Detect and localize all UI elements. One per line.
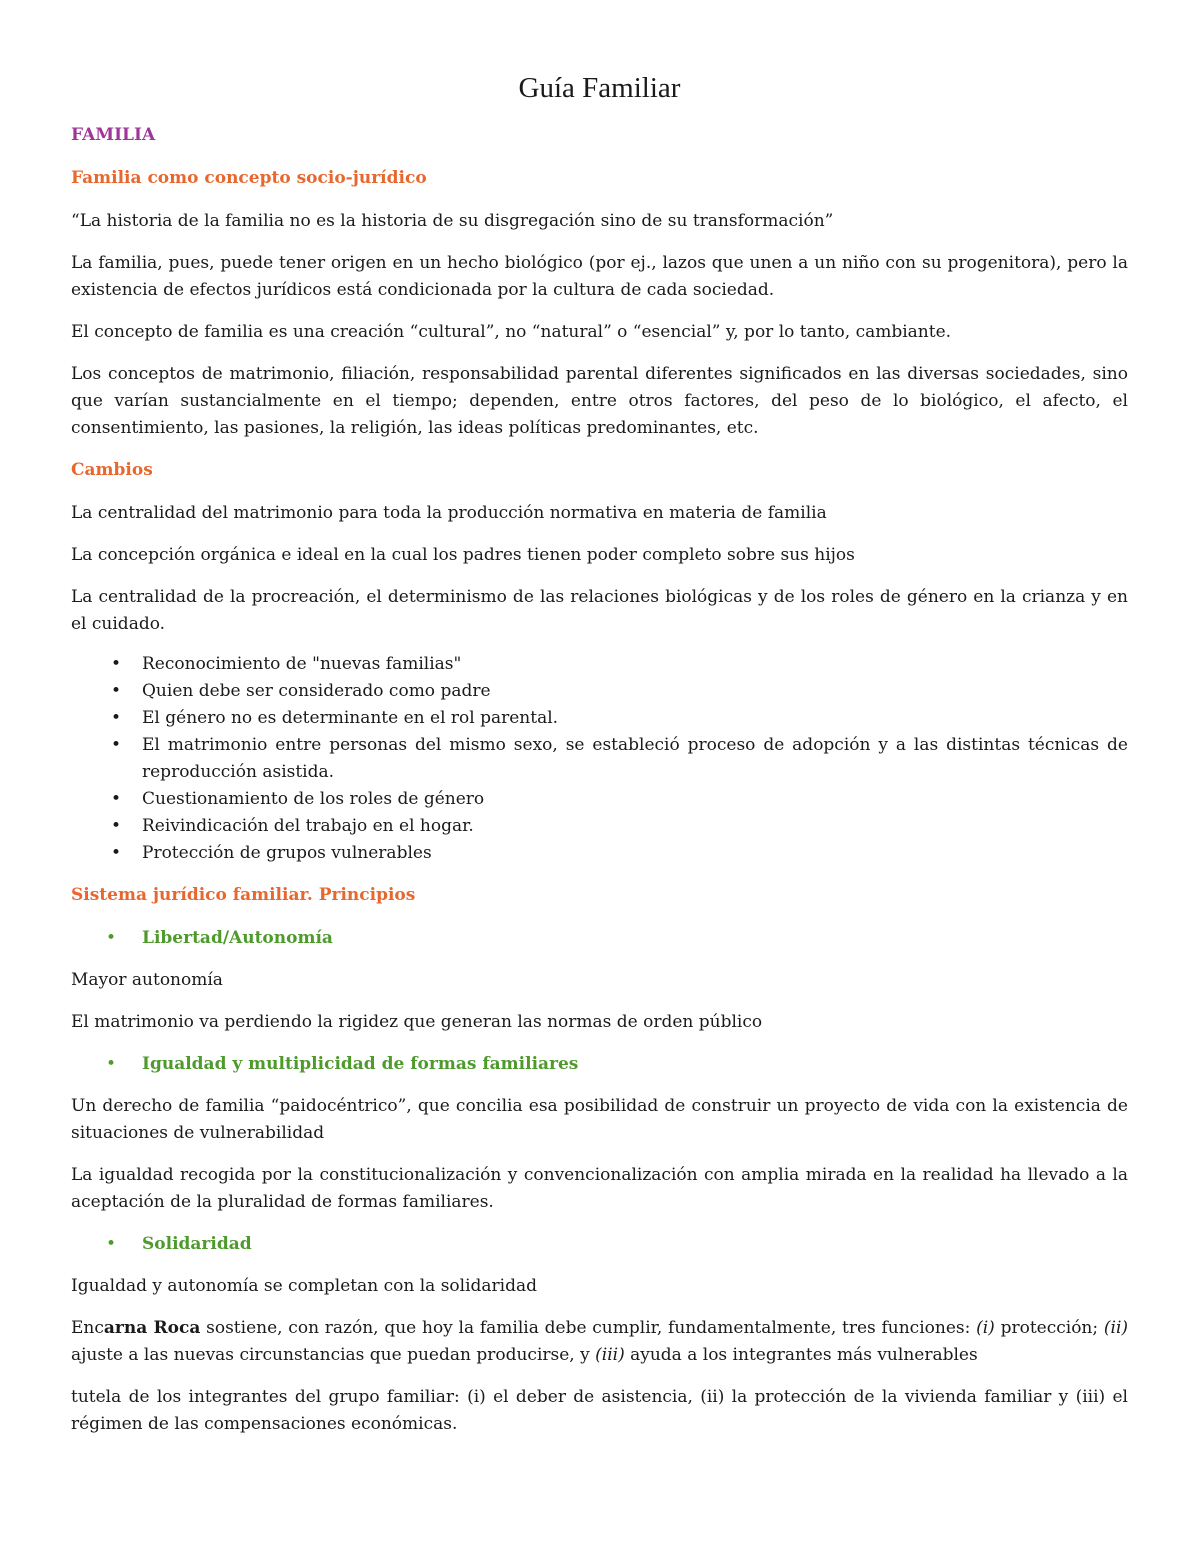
subsection-heading-cambios: Cambios [71, 460, 153, 480]
bullet-icon: • [110, 681, 122, 701]
cambios-bullet-list [71, 651, 1128, 867]
bullet-icon: • [110, 816, 122, 836]
list-item-text: El género no es determinante en el rol parental. [142, 708, 559, 728]
subsection-heading-concepto: Familia como concepto socio-jurídico [71, 168, 427, 188]
bullet-icon: • [105, 928, 117, 948]
bullet-icon: • [110, 654, 122, 674]
list-item-text: El matrimonio entre personas del mismo sexo, se estableció proceso de adopción y a las distintas técnicas de reproducción asistida. [142, 735, 1128, 782]
list-item-text: Reivindicación del trabajo en el hogar. [142, 816, 474, 836]
paragraph-cambios-1: La centralidad del matrimonio para toda la producción normativa en materia de familia [71, 503, 827, 523]
subsection-heading-sistema: Sistema jurídico familiar. Principios [71, 885, 416, 905]
list-item [110, 705, 1128, 732]
list-item-text: Quien debe ser considerado como padre [142, 681, 491, 701]
bullet-icon: • [110, 843, 122, 863]
section-heading-familia: FAMILIA [71, 125, 156, 145]
paragraph-igualdad-2: La igualdad recogida por la constitucionalización y convencionalización con amplia mirada en la realidad ha llevado a la aceptación de la pluralidad de formas familiares. [71, 1165, 1128, 1212]
paragraph-libertad-1: Mayor autonomía [71, 970, 223, 990]
roca-text-3: ajuste a las nuevas circunstancias que puedan producirse, y [71, 1345, 596, 1365]
roca-marker-1: (i) [976, 1318, 995, 1338]
list-item-text: Cuestionamiento de los roles de género [142, 789, 485, 809]
paragraph-concepto-cultural: El concepto de familia es una creación “cultural”, no “natural” o “esencial” y, por lo tanto, cambiante. [71, 322, 952, 342]
list-item [110, 786, 1128, 813]
paragraph-origen: La familia, pues, puede tener origen en un hecho biológico (por ej., lazos que unen a un niño con su progenitora), pero la existencia de efectos jurídicos está condicionada por la cultura de cada sociedad. [71, 253, 1128, 300]
roca-text-2: protección; [994, 1318, 1104, 1338]
paragraph-tutela: tutela de los integrantes del grupo familiar: (i) el deber de asistencia, (ii) la protección de la vivienda familiar y (iii) el régimen de las compensaciones económicas. [71, 1387, 1128, 1434]
list-item [110, 651, 1128, 678]
principle-label: Libertad/Autonomía [142, 928, 333, 948]
bullet-icon: • [110, 708, 122, 728]
roca-name: arna Roca [103, 1318, 201, 1338]
paragraph-libertad-2: El matrimonio va perdiendo la rigidez que generan las normas de orden público [71, 1012, 763, 1032]
principle-heading-solidaridad [71, 1231, 1128, 1258]
list-item [110, 840, 1128, 867]
principle-label: Igualdad y multiplicidad de formas familiares [142, 1054, 579, 1074]
paragraph-cambios-2: La concepción orgánica e ideal en la cual los padres tienen poder completo sobre sus hijos [71, 545, 855, 565]
paragraph-igualdad-1: Un derecho de familia “paidocéntrico”, que concilia esa posibilidad de construir un proyecto de vida con la existencia de situaciones de vulnerabilidad [71, 1096, 1128, 1143]
bullet-icon: • [105, 1234, 117, 1254]
paragraph-conceptos: Los conceptos de matrimonio, filiación, responsabilidad parental diferentes significados en las diversas sociedades, sino que varían sustancialmente en el tiempo; dependen, entre otros factores, del peso de lo biológico, el afecto, el consentimiento, las pasiones, la religión, las ideas políticas predominantes, etc. [71, 364, 1128, 438]
roca-text-4: ayuda a los integrantes más vulnerables [624, 1345, 978, 1365]
bullet-icon: • [105, 1054, 117, 1074]
paragraph-solidaridad-1: Igualdad y autonomía se completan con la solidaridad [71, 1276, 538, 1296]
principle-heading-igualdad [71, 1051, 1128, 1078]
quote-paragraph: “La historia de la familia no es la historia de su disgregación sino de su transformación” [71, 211, 834, 231]
roca-marker-3: (iii) [595, 1345, 625, 1365]
bullet-icon: • [110, 735, 122, 755]
paragraph-roca [71, 1315, 1128, 1369]
roca-marker-2: (ii) [1103, 1318, 1129, 1338]
principle-heading-libertad [71, 925, 1128, 952]
bullet-icon: • [110, 789, 122, 809]
paragraph-cambios-3: La centralidad de la procreación, el determinismo de las relaciones biológicas y de los roles de género en la crianza y en el cuidado. [71, 587, 1128, 634]
list-item-text: Reconocimiento de "nuevas familias" [142, 654, 462, 674]
roca-text-1: sostiene, con razón, que hoy la familia debe cumplir, fundamentalmente, tres funciones: [200, 1318, 977, 1338]
roca-prefix: Enc [71, 1318, 104, 1338]
principle-label: Solidaridad [142, 1234, 252, 1254]
list-item [110, 813, 1128, 840]
document-title: Guía Familiar [518, 72, 681, 104]
list-item [110, 678, 1128, 705]
list-item [110, 732, 1128, 786]
list-item-text: Protección de grupos vulnerables [142, 843, 432, 863]
